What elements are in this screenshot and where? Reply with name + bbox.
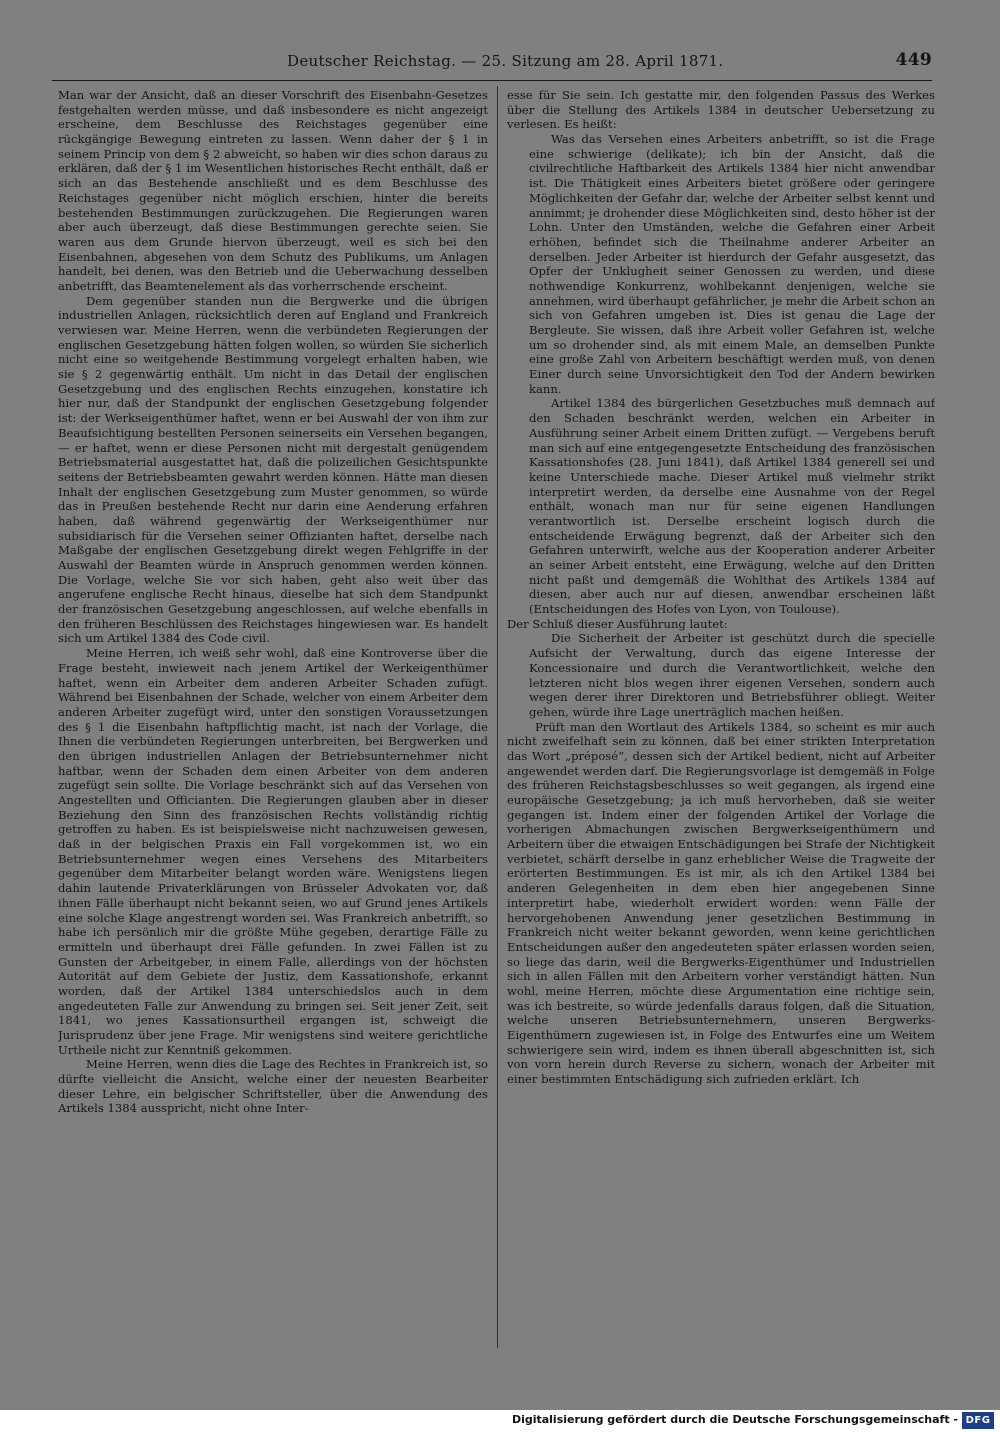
page-header — [52, 50, 932, 76]
right-column — [507, 88, 935, 1350]
header-rule — [52, 80, 932, 81]
quote-paragraph: Die Sicherheit der Arbeiter ist geschützt durch die specielle Aufsicht der Verwaltung, durch das eigene Interesse der Koncessionaire und durch die Verantwortlichkeit, welche den letzteren nicht blos wegen ihrer eigenen Versehen, sondern auch wegen derer ihrer Direktoren und Betriebsführer obliegt. Weiter gehen, würde ihre Lage unerträglich machen heißen. — [529, 631, 935, 719]
column-divider — [497, 86, 498, 1348]
paragraph: esse für Sie sein. Ich gestatte mir, den folgenden Passus des Werkes über die Stellung des Artikels 1384 in deutscher Uebersetzung zu verlesen. Es heißt: — [507, 88, 935, 132]
paragraph: Der Schluß dieser Ausführung lautet: — [507, 616, 728, 631]
running-title: Deutscher Reichstag. — 25. Sitzung am 28. April 1871. — [287, 52, 724, 70]
footer-bar — [0, 1410, 1000, 1432]
funding-credit: Digitalisierung gefördert durch die Deutsche Forschungsgemeinschaft - — [511, 1413, 958, 1426]
paragraph: Meine Herren, wenn dies die Lage des Rechtes in Frankreich ist, so dürfte vielleicht die Ansicht, welche einer der neuesten Bearbeiter dieser Lehre, ein belgischer Schriftsteller, über die Anwendung des Artikels 1384 ausspricht, nicht ohne Inter- — [58, 1057, 488, 1116]
paragraph: Man war der Ansicht, daß an dieser Vorschrift des Eisenbahn-Gesetzes festgehalten werden müsse, und daß insbesondere es nicht angezeigt erscheine, dem Beschlusse des Reichstages gegenüber eine rückgängige Bewegung eintreten zu lassen. Wenn daher der § 1 in seinem Princip von dem § 2 abweicht, so haben wir dies schon daraus zu erklären, daß der § 1 im Wesentlichen historisches Recht enthält, daß er sich an das Bestehende anschließt und es dem Beschlusse des Reichstages gegenüber nicht möglich erschien, hinter die bereits bestehenden Bestimmungen zurückzugehen. Die Regierungen waren aber auch überzeugt, daß diese Bestimmungen gerechte seien. Sie waren aus dem Grunde hiervon überzeugt, weil es sich bei den Eisenbahnen, abgesehen von dem Schutz des Publikums, um Anlagen handelt, bei denen, was den Betrieb und die Ueberwachung desselben anbetrifft, das Beamtenelement als das vorherrschende erscheint. — [58, 88, 488, 293]
paragraph: Dem gegenüber standen nun die Bergwerke und die übrigen industriellen Anlagen, rücksichtlich deren auf England und Frankreich verwiesen war. Meine Herren, wenn die verbündeten Regierungen der englischen Gesetzgebung hätten folgen wollen, so würden Sie sicherlich nicht eine so weitgehende Bestimmung vorgelegt erhalten haben, wie sie § 2 gegenwärtig enthält. Um nicht in das Detail der englischen Gesetzgebung und des englischen Rechts einzugehen, konstatire ich hier nur, daß der Standpunkt der englischen Gesetzgebung folgender ist: der Werkseigenthümer haftet, wenn er bei Auswahl der von ihm zur Beaufsichtigung bestellten Personen seinerseits ein Versehen begangen, — er haftet, wenn er diese Personen nicht mit dergestalt genügendem Betriebsmaterial ausgestattet hat, daß die polizeilichen Gesichtspunkte seitens der Betriebsbeamten gewahrt werden können. Hätte man diesen Inhalt der englischen Gesetzgebung zum Muster genommen, so würde das in Preußen bestehende Recht nur darin eine Aenderung erfahren haben, daß während gegenwärtig der Werkseigenthümer nur subsidiarisch für die Versehen seiner Offizianten haftet, derselbe nach Maßgabe der englischen Gesetzgebung direkt wegen Fehlgriffe in der Auswahl der Beamten würde in Anspruch genommen werden können. Die Vorlage, welche Sie vor sich haben, geht also weit über das angerufene englische Recht hinaus, dieselbe hat sich dem Standpunkt der französischen Gesetzgebung angeschlossen, auf welche ebenfalls in den früheren Beschlüssen des Reichstages hingewiesen war. Es handelt sich um Artikel 1384 des Code civil. — [58, 293, 488, 646]
paragraph: Prüft man den Wortlaut des Artikels 1384, so scheint es mir auch nicht zweifelhaft sein zu können, daß bei einer strikten Interpretation das Wort „préposé“, dessen sich der Artikel bedient, nicht auf Arbeiter angewendet werden darf. Die Regierungsvorlage ist demgemäß in Folge des früheren Reichstagsbeschlusses so weit gegangen, als irgend eine europäische Gesetzgebung; ja ich muß hervorheben, daß sie weiter gegangen ist. Indem einer der folgenden Artikel der Vorlage die vorherigen Abmachungen zwischen Bergwerkseigenthümern und Arbeitern über die etwaigen Entschädigungen bei Strafe der Nichtigkeit verbietet, schärft derselbe in ganz erheblicher Weise die Tragweite der erörterten Bestimmungen. Es ist mir, als ich den Artikel 1384 bei anderen Gelegenheiten in dem eben hier angegebenen Sinne interpretirt habe, wiederholt erwidert worden: wenn Fälle der hervorgehobenen Anwendung jener gesetzlichen Bestimmung in Frankreich nicht weiter bekannt geworden, wenn keine gerichtlichen Entscheidungen außer den angedeuteten später erlassen worden seien, so liege das darin, weil die Bergwerks-Eigenthümer und Industriellen sich in allen Fällen mit den Arbeitern vorher verständigt hätten. Nun wohl, meine Herren, möchte diese Argumentation eine richtige sein, was ich bestreite, so würde jedenfalls daraus folgen, daß die Situation, welche unseren Betriebsunternehmern, unseren Bergwerks-Eigenthümern zugewiesen ist, in Folge des Entwurfes eine um Weitem schwierigere sein wird, indem es ihnen überall abgeschnitten ist, sich von vorn herein durch Reverse zu sichern, wonach der Arbeiter mit einer bestimmten Entschädigung sich zufrieden erklärt. Ich — [507, 719, 935, 1087]
quote-paragraph: Was das Versehen eines Arbeiters anbetrifft, so ist die Frage eine schwierige (delikate); ich bin der Ansicht, daß die civilrechtliche Haftbarkeit des Artikels 1384 hier nicht anwendbar ist. Die Thätigkeit eines Arbeiters bietet größere oder geringere Möglichkeiten der Gefahr dar, welche der Arbeiter selbst kennt und annimmt; je drohender diese Möglichkeiten sind, desto höher ist der Lohn. Unter den Umständen, welche die Gefahren einer Arbeit erhöhen, befindet sich die Theilnahme anderer Arbeiter an derselben. Jeder Arbeiter ist hierdurch der Gefahr ausgesetzt, das Opfer der Unklugheit seiner Genossen zu werden, und diese nothwendige Konkurrenz, wohlbekannt denjenigen, welche sie annehmen, wird überhaupt gefährlicher, je mehr die Arbeit schon an sich von Gefahren umgeben ist. Dies ist genau die Lage der Bergleute. Sie wissen, daß ihre Arbeit voller Gefahren ist, welche um so drohender sind, als mit einem Male, an demselben Punkte eine große Zahl von Arbeitern beschäftigt werden muß, von denen Einer durch seine Unvorsichtigkeit den Tod der Andern bewirken kann. — [529, 132, 935, 396]
left-column — [58, 88, 488, 1350]
page-number: 449 — [895, 50, 932, 70]
paragraph: Meine Herren, ich weiß sehr wohl, daß eine Kontroverse über die Frage besteht, inwieweit nach jenem Artikel der Werkeigenthümer haftet, wenn ein Arbeiter dem anderen Arbeiter Schaden zufügt. Während bei Eisenbahnen der Schade, welcher von einem Arbeiter dem anderen Arbeiter zugefügt wird, unter den sonstigen Voraussetzungen des § 1 die Eisenbahn haftpflichtig macht, ist nach der Vorlage, die Ihnen die verbündeten Regierungen unterbreiten, bei Bergwerken und den übrigen industriellen Anlagen der Betriebsunternehmer nicht haftbar, wenn der Schaden dem einen Arbeiter von dem anderen zugefügt sein sollte. Die Vorlage beschränkt sich auf das Versehen von Angestellten und Officianten. Die Regierungen glauben aber in dieser Beziehung den Sinn des französischen Rechts vollständig richtig getroffen zu haben. Es ist beispielsweise nicht nachzuweisen gewesen, daß in der belgischen Praxis ein Fall vorgekommen ist, wo ein Betriebsunternehmer wegen eines Versehens des Mitarbeiters gegenüber dem Mitarbeiter belangt worden wäre. Wenigstens liegen dahin lautende Privaterklärungen von Brüsseler Advokaten vor, daß ihnen Fälle überhaupt nicht bekannt seien, wo auf Grund jenes Artikels eine solche Klage angestrengt worden sei. Was Frankreich anbetrifft, so habe ich persönlich mir die größte Mühe gegeben, derartige Fälle zu ermitteln und überhaupt drei Fälle gefunden. In zwei Fällen ist zu Gunsten der Arbeitgeber, in einem Falle, allerdings von der höchsten Autorität auf dem Gebiete der Justiz, dem Kassationshofe, erkannt worden, daß der Artikel 1384 unterschiedslos auch in dem angedeuteten Falle zur Anwendung zu bringen sei. Seit jener Zeit, seit 1841, wo jenes Kassationsurtheil ergangen ist, schweigt die Jurisprudenz über jene Frage. Mir wenigstens sind weitere gerichtliche Urtheile nicht zur Kenntniß gekommen. — [58, 646, 488, 1057]
dfg-logo: DFG — [962, 1412, 994, 1429]
quote-paragraph: Artikel 1384 des bürgerlichen Gesetzbuches muß demnach auf den Schaden beschränkt werden, welchen ein Arbeiter in Ausführung seiner Arbeit einem Dritten zufügt. — Vergebens beruft man sich auf eine entgegengesetzte Entscheidung des französischen Kassationshofes (28. Juni 1841), daß Artikel 1384 generell sei und keine Unterschiede mache. Dieser Artikel muß vielmehr strikt interpretirt werden, da derselbe eine Ausnahme von der Regel enthält, wonach man nur für seine eigenen Handlungen verantwortlich ist. Derselbe erscheint logisch durch die entscheidende Erwägung begrenzt, daß der Arbeiter sich den Gefahren unterwirft, welche aus der Kooperation anderer Arbeiter an seiner Arbeit entsteht, eine Erwägung, welche auf den Dritten nicht paßt und demgemäß die Wohlthat des Artikels 1384 auf diesen, aber auch nur auf diesen, anwendbar erscheinen läßt (Entscheidungen des Hofes von Lyon, von Toulouse). — [529, 396, 935, 617]
